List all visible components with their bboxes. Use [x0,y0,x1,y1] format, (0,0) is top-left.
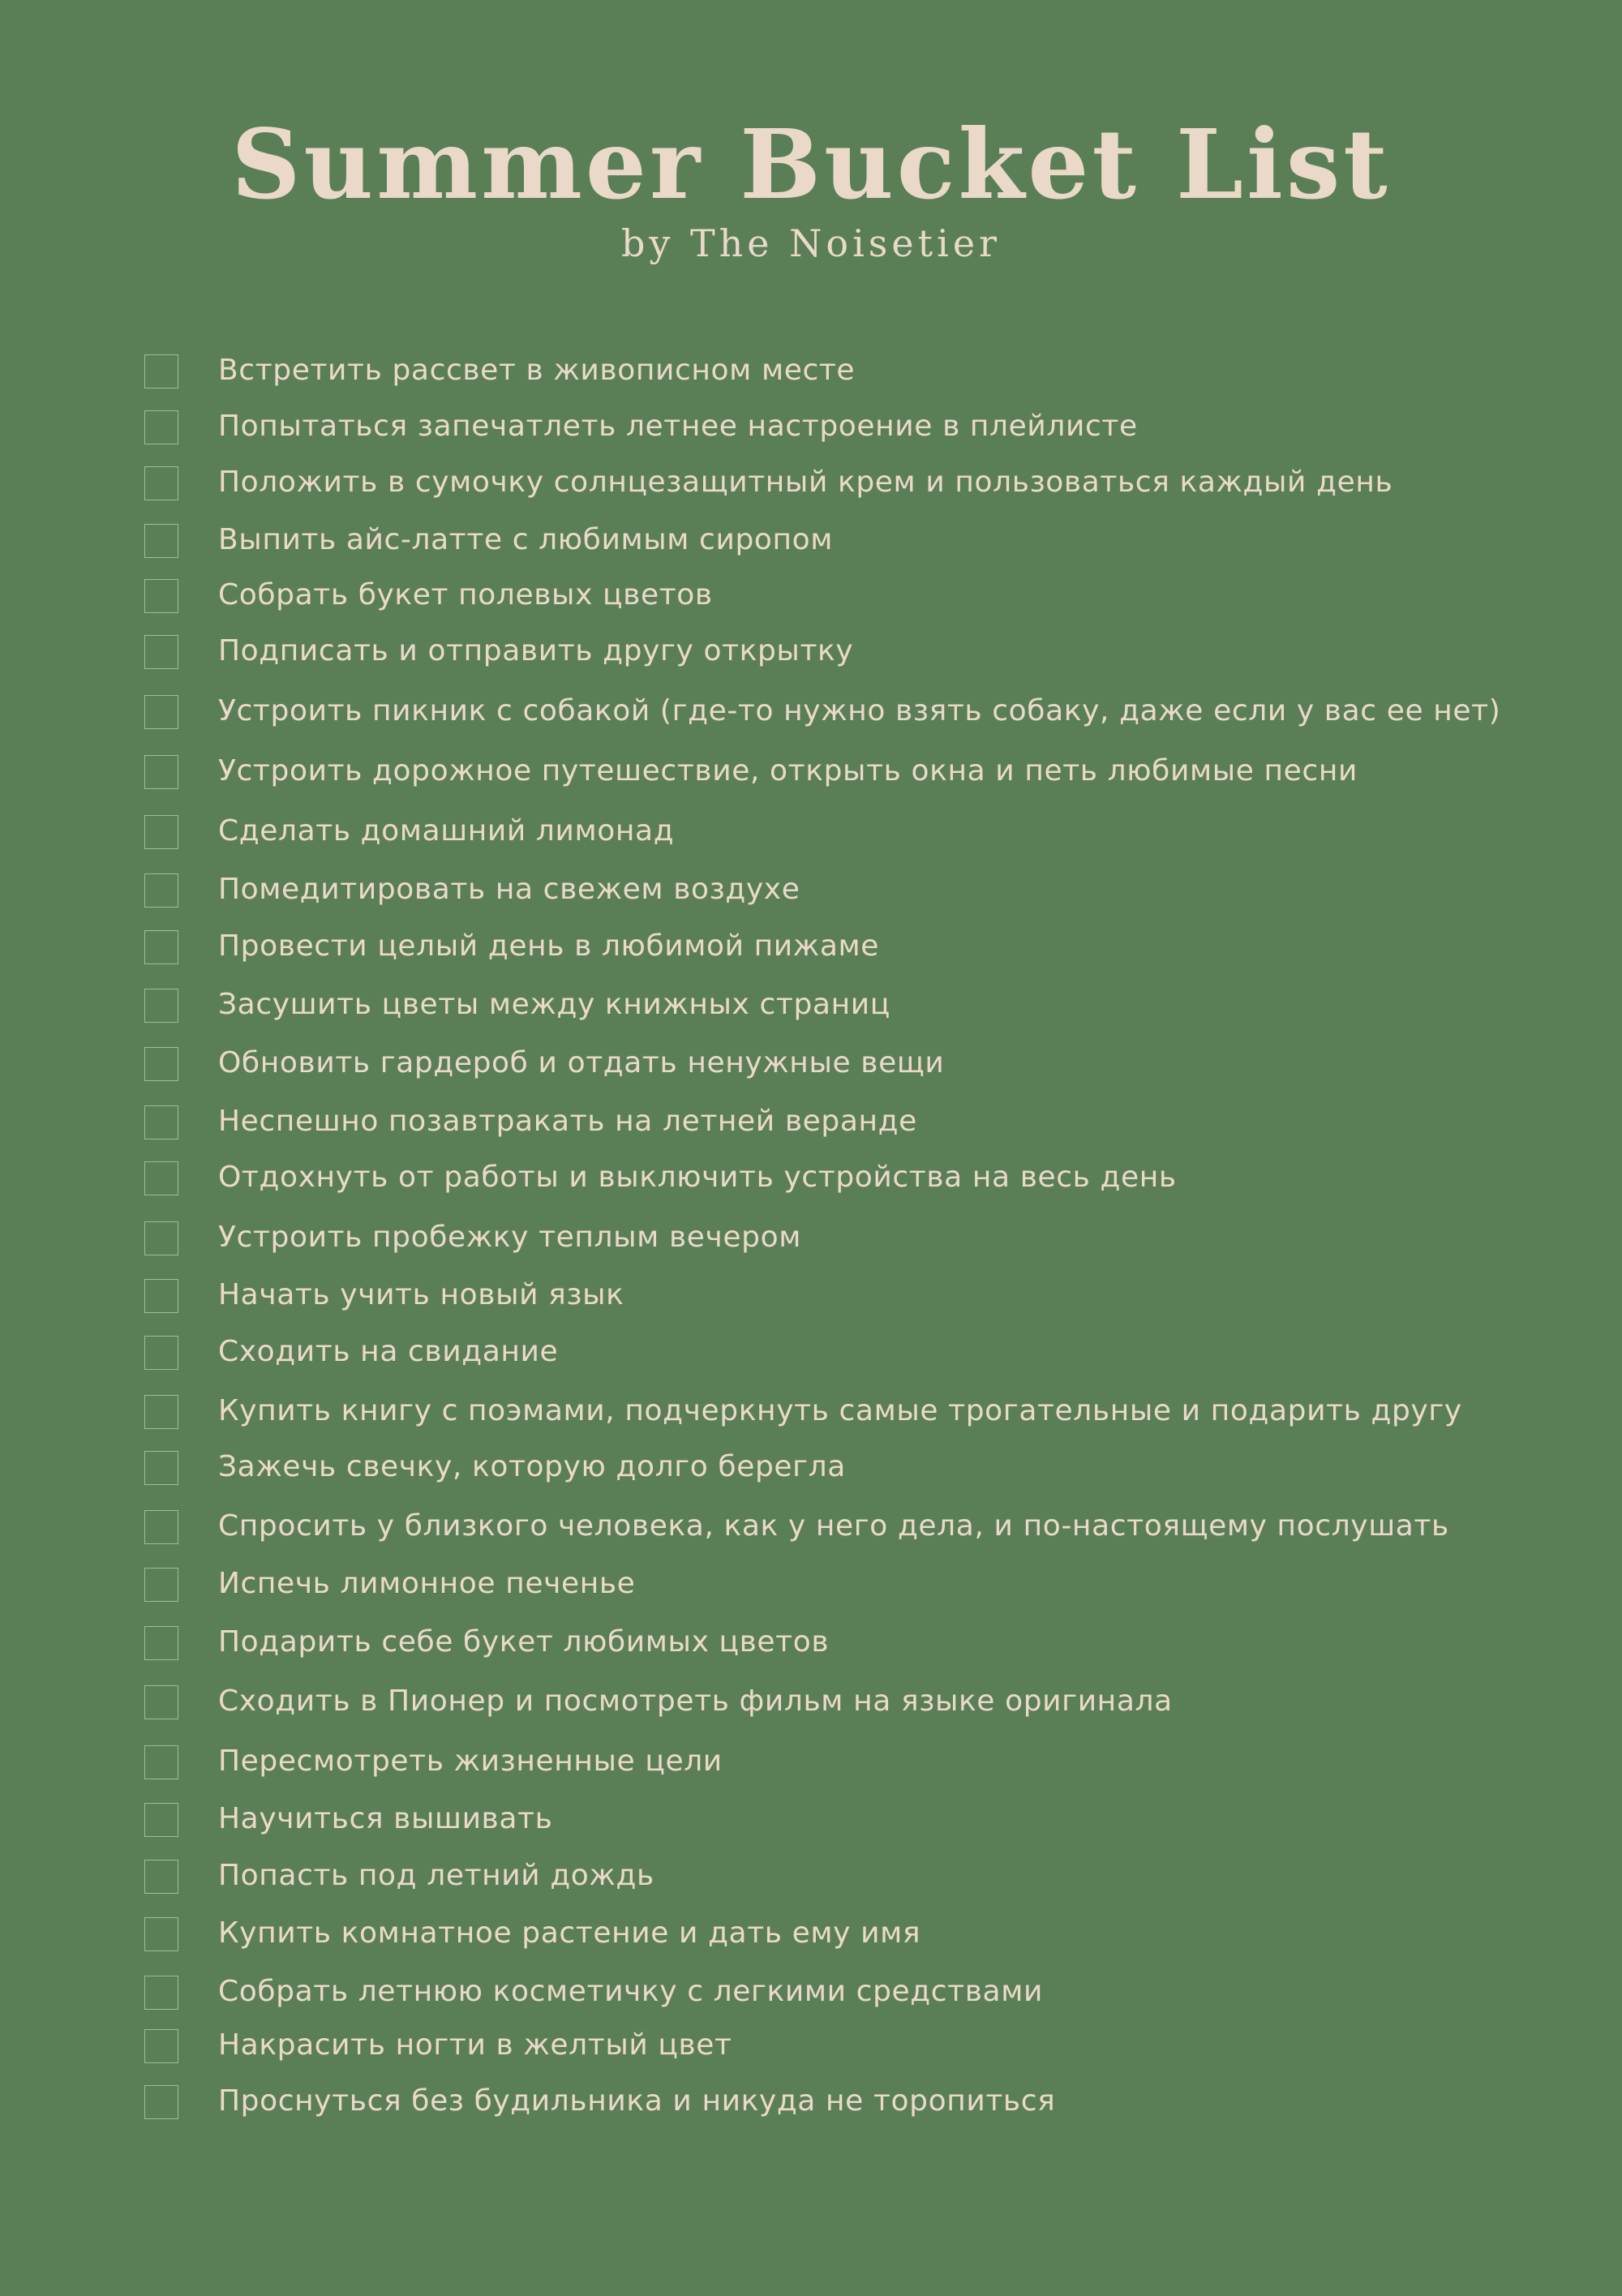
list-item [0,466,1622,515]
list-item [0,1510,1622,1559]
list-item [0,1221,1622,1270]
list-item [0,755,1622,804]
checkbox[interactable] [144,635,178,669]
list-item [0,1917,1622,1966]
item-label: Попасть под летний дождь [218,1859,654,1892]
checkbox[interactable] [144,1279,178,1313]
list-item [0,579,1622,628]
item-label: Устроить дорожное путешествие, открыть окна и петь любимые песни [218,754,1358,788]
list-item [0,1161,1622,1210]
checkbox[interactable] [144,695,178,729]
list-item [0,354,1622,403]
item-label: Спросить у близкого человека, как у него дела, и по-настоящему послушать [218,1509,1449,1543]
checkbox[interactable] [144,1336,178,1370]
list-item [0,524,1622,573]
checkbox[interactable] [144,1685,178,1719]
list-item [0,2029,1622,2078]
list-item [0,1568,1622,1616]
item-label: Купить комнатное растение и дать ему имя [218,1916,921,1950]
item-label: Сделать домашний лимонад [218,814,675,848]
checkbox[interactable] [144,1510,178,1544]
item-label: Отдохнуть от работы и выключить устройства на весь день [218,1161,1177,1194]
list-item [0,2085,1622,2134]
checkbox[interactable] [144,1395,178,1429]
checkbox[interactable] [144,1917,178,1951]
item-label: Неспешно позавтракать на летней веранде [218,1105,917,1138]
list-item [0,410,1622,459]
checkbox[interactable] [144,524,178,558]
list-item [0,1451,1622,1500]
list-item [0,1860,1622,1908]
item-label: Сходить на свидание [218,1335,559,1368]
item-label: Собрать летнюю косметичку с легкими средствами [218,1975,1043,2008]
list-item [0,1279,1622,1328]
item-label: Засушить цветы между книжных страниц [218,988,890,1021]
list-item [0,930,1622,979]
item-label: Сходить в Пионер и посмотреть фильм на языке оригинала [218,1684,1173,1718]
checkbox[interactable] [144,1803,178,1837]
checkbox[interactable] [144,1745,178,1779]
list-item [0,873,1622,922]
checkbox[interactable] [144,873,178,908]
checkbox[interactable] [144,1568,178,1602]
item-label: Накрасить ногти в желтый цвет [218,2028,732,2062]
list-item [0,1685,1622,1734]
page-title: Summer Bucket List [231,108,1391,221]
checkbox[interactable] [144,410,178,444]
item-label: Подарить себе букет любимых цветов [218,1625,830,1659]
item-label: Испечь лимонное печенье [218,1567,636,1600]
item-label: Устроить пробежку теплым вечером [218,1221,802,1254]
checkbox[interactable] [144,815,178,849]
checkbox[interactable] [144,1626,178,1660]
item-label: Обновить гардероб и отдать ненужные вещи [218,1046,945,1079]
checkbox[interactable] [144,1047,178,1081]
item-label: Устроить пикник с собакой (где-то нужно взять собаку, даже если у вас ее нет) [218,694,1501,727]
list-item [0,989,1622,1037]
list-item [0,1976,1622,2024]
checkbox[interactable] [144,466,178,500]
checkbox[interactable] [144,989,178,1023]
item-label: Выпить айс-латте с любимым сиропом [218,523,834,556]
item-label: Купить книгу с поэмами, подчеркнуть самые трогательные и подарить другу [218,1394,1462,1427]
list-item [0,635,1622,684]
list-item [0,1745,1622,1794]
checkbox[interactable] [144,930,178,964]
checkbox[interactable] [144,1105,178,1139]
list-item [0,1626,1622,1675]
list-item [0,1336,1622,1384]
page-subtitle: by The Noisetier [620,221,1002,265]
item-label: Собрать букет полевых цветов [218,578,713,612]
checkbox[interactable] [144,1451,178,1485]
checkbox[interactable] [144,2029,178,2063]
checkbox[interactable] [144,1161,178,1195]
item-label: Помедитировать на свежем воздухе [218,873,800,906]
list-item [0,815,1622,864]
list-item [0,1047,1622,1096]
list-item [0,1105,1622,1154]
item-label: Провести целый день в любимой пижаме [218,929,880,963]
item-label: Зажечь свечку, которую долго берегла [218,1450,846,1483]
checkbox[interactable] [144,1221,178,1255]
checkbox[interactable] [144,755,178,789]
checkbox[interactable] [144,1976,178,2010]
item-label: Начать учить новый язык [218,1278,624,1311]
checkbox[interactable] [144,2085,178,2119]
item-label: Попытаться запечатлеть летнее настроение в плейлисте [218,410,1138,443]
list-item [0,1395,1622,1444]
checkbox[interactable] [144,579,178,613]
checkbox[interactable] [144,354,178,388]
checkbox[interactable] [144,1860,178,1894]
item-label: Подписать и отправить другу открытку [218,634,854,667]
item-label: Встретить рассвет в живописном месте [218,354,856,387]
item-label: Положить в сумочку солнцезащитный крем и пользоваться каждый день [218,466,1393,499]
item-label: Пересмотреть жизненные цели [218,1745,723,1778]
item-label: Научиться вышивать [218,1802,553,1835]
item-label: Проснуться без будильника и никуда не торопиться [218,2084,1056,2118]
list-item [0,695,1622,744]
list-item [0,1803,1622,1852]
